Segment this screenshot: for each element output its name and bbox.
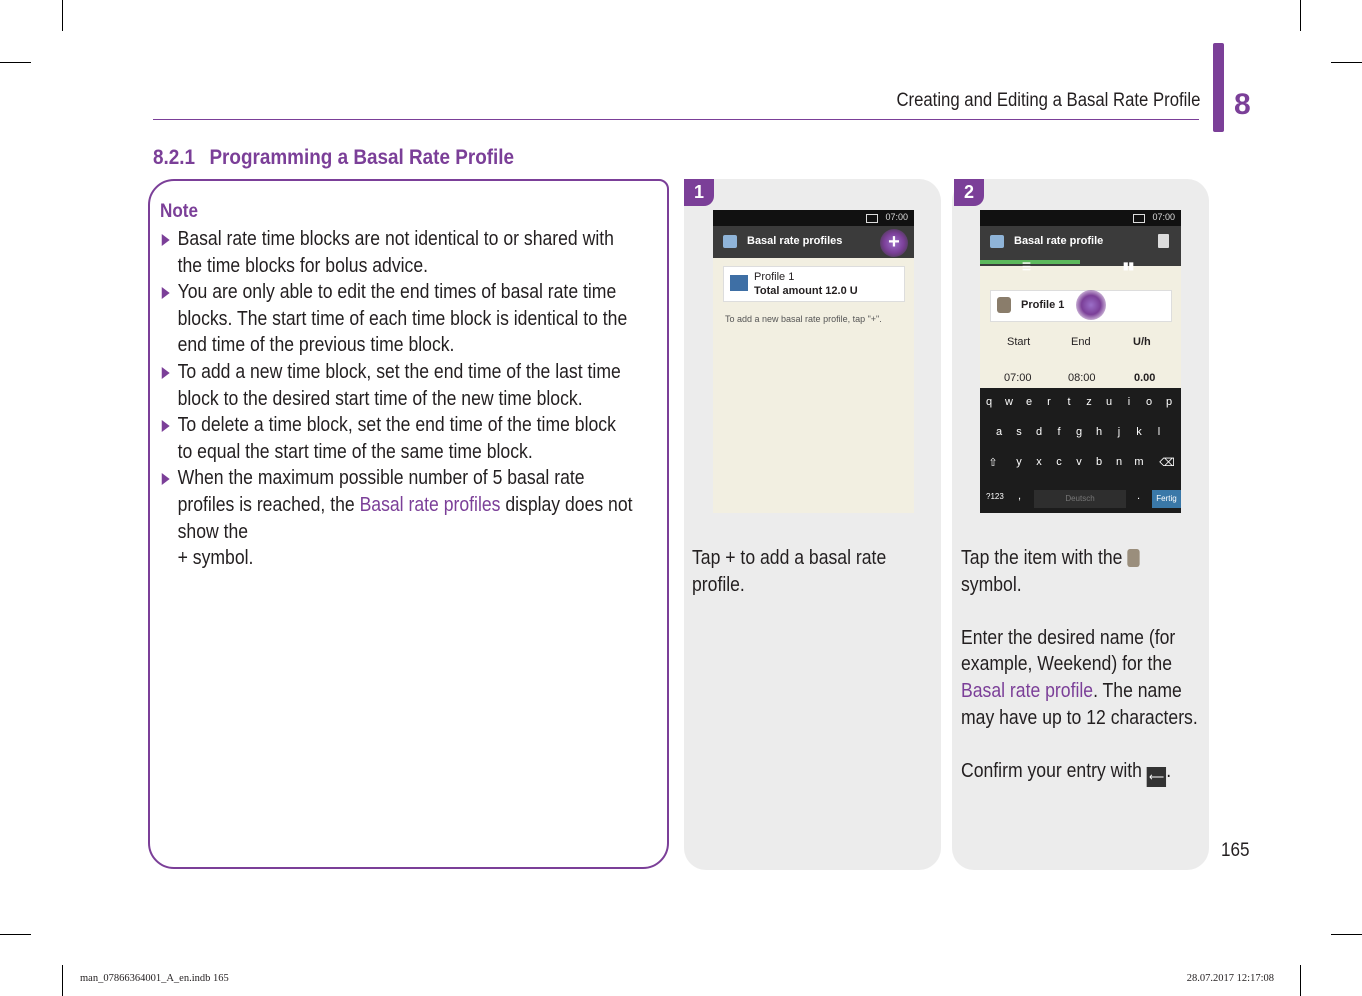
key[interactable]: b [1095, 456, 1103, 468]
hand-tap-icon [997, 297, 1011, 313]
key[interactable]: l [1157, 426, 1161, 438]
section-number: 8.2.1 [153, 146, 196, 169]
bullet-triangle-icon [162, 420, 170, 432]
crop-mark [0, 62, 31, 63]
hint-text: To add a new basal rate profile, tap "+". [725, 314, 882, 324]
crop-mark [1300, 0, 1301, 31]
space-key[interactable]: Deutsch [1034, 490, 1126, 508]
note-item: You are only able to edit the end times of basal rate time blocks. The start time of each time block is identical to the end time of the previous time block. [160, 279, 635, 359]
key[interactable]: p [1165, 396, 1173, 408]
note-item: To delete a time block, set the end time of the time block to equal the start time of the same time block. [160, 412, 635, 465]
status-bar: 07:00 [980, 210, 1181, 226]
display-name-highlight: Basal rate profiles [359, 493, 501, 516]
keyboard [980, 388, 1181, 513]
section-heading: Programming a Basal Rate Profile [209, 146, 515, 169]
header-rule [153, 119, 1199, 120]
key[interactable]: k [1136, 426, 1142, 438]
device-screenshot-2 [980, 210, 1181, 513]
done-key[interactable]: Fertig [1152, 490, 1181, 508]
start-time-cell[interactable]: 07:00 [1004, 372, 1032, 384]
note-item: Basal rate time blocks are not identical to or shared with the time blocks for bolus advice. [160, 226, 635, 279]
bullet-triangle-icon [162, 473, 170, 485]
trash-icon[interactable] [1158, 234, 1169, 248]
keyboard-row [980, 488, 1181, 510]
backspace-key-icon[interactable]: ⌫ [1159, 457, 1175, 469]
key[interactable]: j [1117, 426, 1121, 438]
crop-mark [62, 965, 63, 996]
app-bar: Basal rate profile ☰ ▮▮ [980, 226, 1181, 266]
chart-view-icon[interactable]: ▮▮ [1123, 261, 1135, 272]
key[interactable]: e [1025, 396, 1033, 408]
note-item: To add a new time block, set the end time of the last time block to the desired start time of the new time block. [160, 359, 635, 412]
symbols-key[interactable]: ?123 [986, 492, 1004, 501]
key[interactable]: u [1105, 396, 1113, 408]
crop-mark [1331, 62, 1362, 63]
step-badge: 2 [954, 179, 984, 206]
key[interactable]: r [1047, 396, 1051, 408]
bullet-triangle-icon [162, 234, 170, 246]
chapter-number: 8 [1234, 88, 1251, 121]
key[interactable]: c [1056, 456, 1062, 468]
crop-mark [0, 934, 31, 935]
battery-icon [866, 214, 878, 223]
key[interactable]: d [1035, 426, 1043, 438]
key[interactable]: h [1095, 426, 1103, 438]
bullet-triangle-icon [162, 287, 170, 299]
key[interactable]: q [985, 396, 993, 408]
footer-left: man_07866364001_A_en.indb 165 [80, 973, 229, 984]
key[interactable]: x [1036, 456, 1042, 468]
key[interactable]: i [1127, 396, 1131, 408]
note-item: When the maximum possible number of 5 basal rate profiles is reached, the Basal rate profiles display does not show the + symbol. [160, 465, 635, 571]
rate-value-cell[interactable]: 0.00 [1134, 372, 1156, 384]
column-unit: U/h [1133, 336, 1151, 348]
app-bar: Basal rate profiles + [713, 226, 914, 258]
chapter-tab [1213, 43, 1224, 132]
crop-mark [1331, 934, 1362, 935]
key[interactable]: z [1086, 396, 1092, 408]
key[interactable]: a [995, 426, 1003, 438]
step-badge: 1 [684, 179, 714, 206]
shift-key-icon[interactable]: ⇧ [988, 457, 998, 469]
end-time-cell[interactable]: 08:00 [1068, 372, 1096, 384]
key[interactable]: y [1016, 456, 1022, 468]
key[interactable]: f [1057, 426, 1061, 438]
profile-name-field[interactable]: Profile 1 [990, 290, 1172, 322]
hand-tap-icon [1127, 549, 1139, 567]
profiles-icon [723, 235, 737, 248]
crop-mark [1300, 965, 1301, 996]
list-view-icon: ☰ [1022, 262, 1031, 273]
column-end: End [1071, 336, 1091, 348]
enter-key-icon: ⟵ [1147, 767, 1166, 787]
key[interactable]: n [1115, 456, 1123, 468]
key[interactable]: t [1067, 396, 1071, 408]
profile-list-item[interactable]: Profile 1 Total amount 12.0 U [723, 266, 905, 302]
note-list [160, 226, 635, 572]
key[interactable]: s [1016, 426, 1022, 438]
key[interactable]: o [1145, 396, 1153, 408]
tap-indicator [1076, 290, 1106, 320]
device-screenshot-1 [713, 210, 914, 513]
key[interactable]: g [1075, 426, 1083, 438]
column-start: Start [1007, 336, 1031, 348]
profile-icon [990, 235, 1004, 248]
comma-key[interactable]: , [1018, 490, 1022, 502]
section-title [153, 146, 514, 170]
footer-right: 28.07.2017 12:17:08 [1186, 973, 1274, 984]
running-title: Creating and Editing a Basal Rate Profile [896, 90, 1200, 111]
status-bar: 07:00 [713, 210, 914, 226]
add-profile-button[interactable]: + [880, 229, 908, 257]
step-1-text: Tap + to add a basal rate profile. [692, 547, 887, 596]
step-2-text: Tap the item with the symbol. Enter the desired name (for example, Weekend) for the Basal rate profile. The name may have up to 12 characters. Confirm your entry with ⟵ . [961, 545, 1199, 787]
note-title: Note [160, 201, 199, 222]
crop-mark [62, 0, 63, 31]
display-name-highlight: Basal rate profile [961, 679, 1094, 702]
profile-icon [730, 275, 748, 291]
page-number: 165 [1221, 840, 1250, 861]
key[interactable]: w [1005, 396, 1013, 408]
key[interactable]: m [1134, 456, 1144, 468]
bullet-triangle-icon [162, 367, 170, 379]
period-key[interactable]: . [1137, 490, 1141, 502]
battery-icon [1133, 214, 1145, 223]
key[interactable]: v [1076, 456, 1082, 468]
